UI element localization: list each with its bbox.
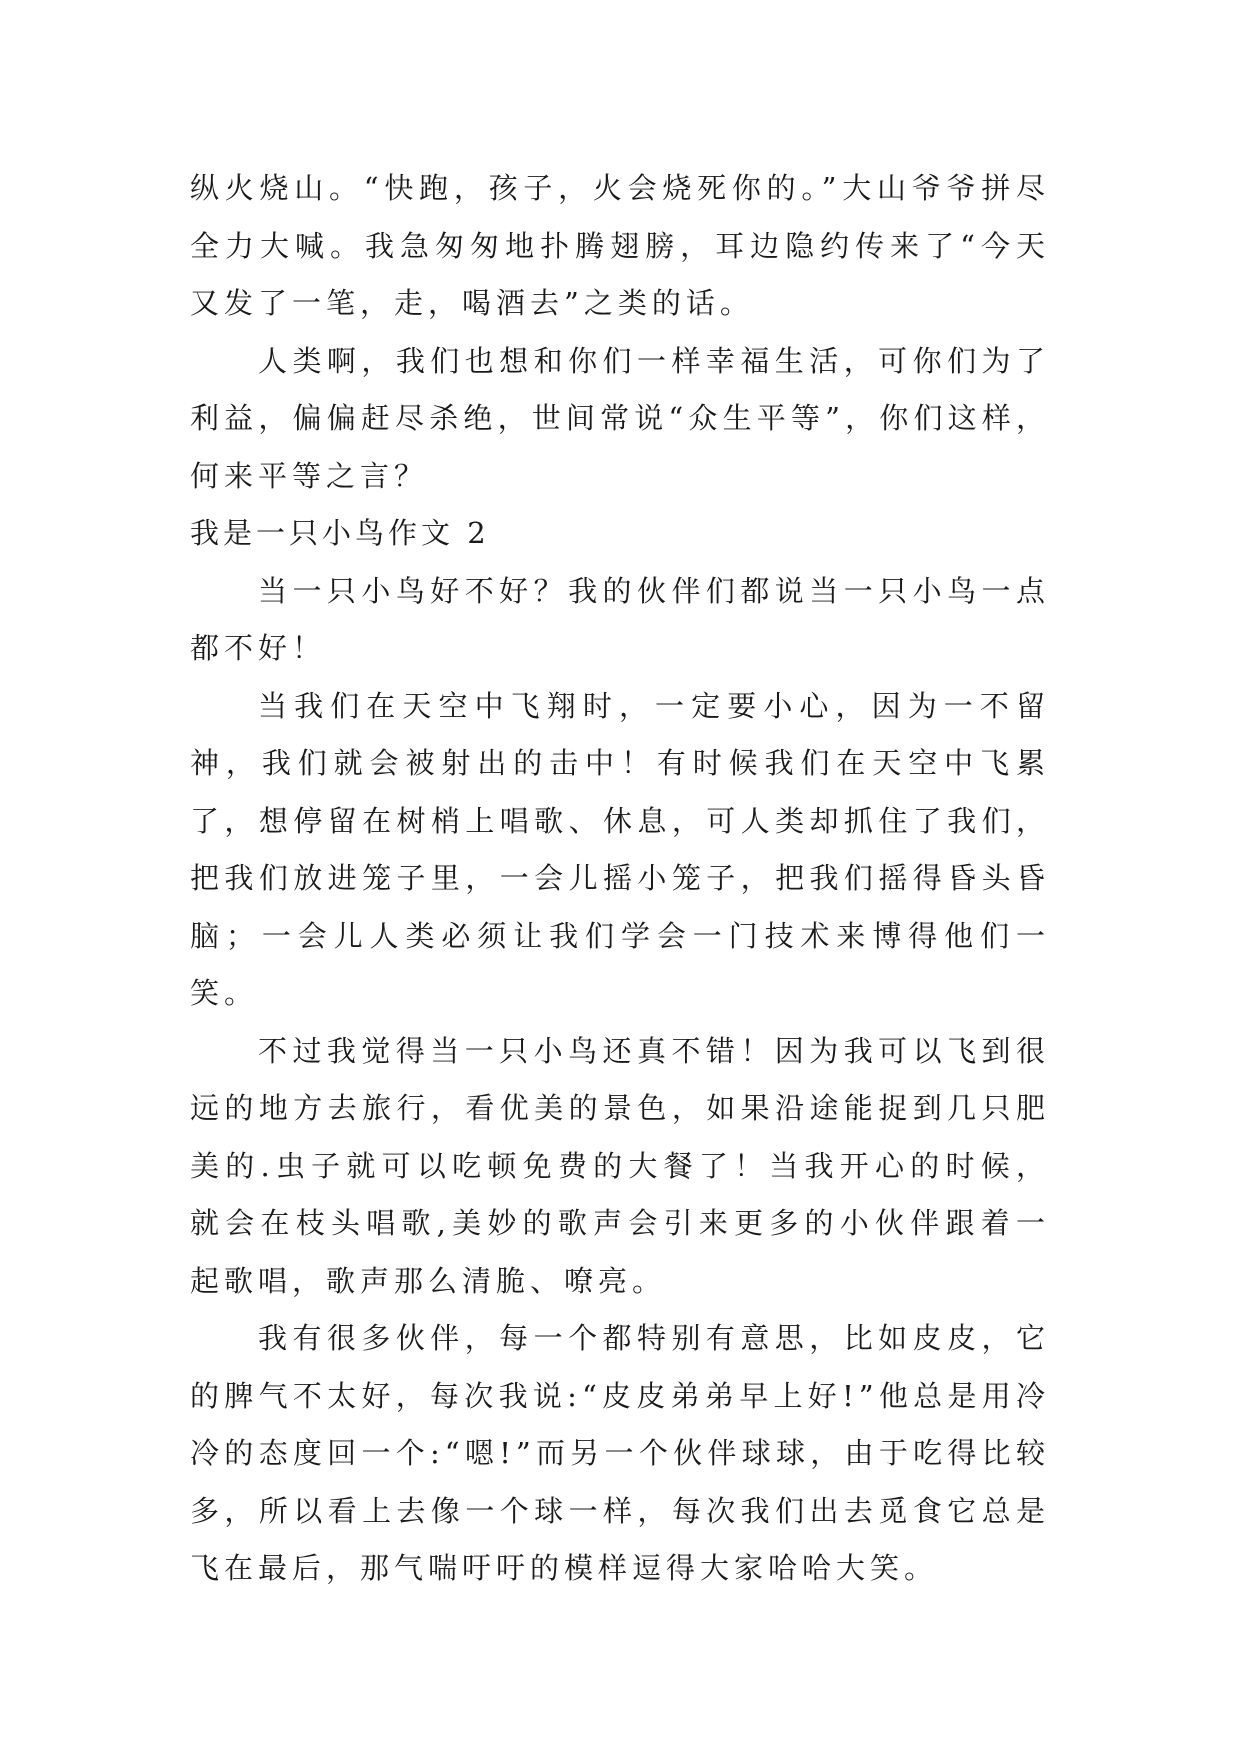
paragraph: 纵火烧山。“快跑，孩子，火会烧死你的。”大山爷爷拼尽全力大喊。我急匆匆地扑腾翅膀，耳边隐约传来了“今天又发了一笔，走，喝酒去”之类的话。 <box>190 171 1050 320</box>
paragraph: 我有很多伙伴，每一个都特别有意思，比如皮皮，它的脾气不太好，每次我说:“皮皮弟弟早上好!”他总是用冷冷的态度回一个:“嗯!”而另一个伙伴球球，由于吃得比较多，所以看上去像一个球一样，每次我们出去觅食它总是飞在最后，那气喘吁吁的模样逗得大家哈哈大笑。 <box>190 1321 1050 1585</box>
paragraph: 当一只小鸟好不好？我的伙伴们都说当一只小鸟一点都不好！ <box>190 573 1050 665</box>
section-heading: 我是一只小鸟作文 2 <box>190 516 490 550</box>
paragraph: 不过我觉得当一只小鸟还真不错！因为我可以飞到很远的地方去旅行，看优美的景色，如果沿途能捉到几只肥美的.虫子就可以吃顿免费的大餐了！当我开心的时候，就会在枝头唱歌,美妙的歌声会引来更多的小伙伴跟着一起歌唱，歌声那么清脆、嘹亮。 <box>190 1033 1050 1298</box>
paragraph: 人类啊，我们也想和你们一样幸福生活，可你们为了利益，偏偏赶尽杀绝，世间常说“众生平等”，你们这样，何来平等之言？ <box>190 343 1050 493</box>
document-body <box>190 160 1050 1598</box>
paragraph: 当我们在天空中飞翔时，一定要小心，因为一不留神，我们就会被射出的击中！有时候我们在天空中飞累了，想停留在树梢上唱歌、休息，可人类却抓住了我们，把我们放进笼子里，一会儿摇小笼子，把我们摇得昏头昏脑；一会儿人类必须让我们学会一门技术来博得他们一笑。 <box>190 688 1050 1010</box>
